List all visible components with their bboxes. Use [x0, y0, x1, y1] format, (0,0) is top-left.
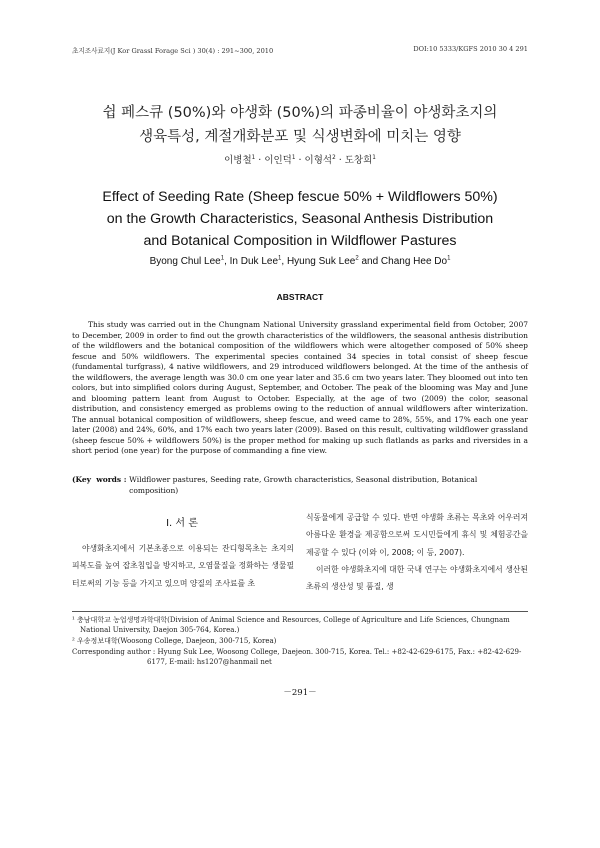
korean-title-line1: 쉽 페스큐 (50%)와 야생화 (50%)의 파종비율이 야생화초지의: [102, 105, 498, 121]
intro-right-column: [306, 509, 528, 595]
english-title-line2: on the Growth Characteristics, Seasonal Anthesis Distribution: [106, 211, 494, 227]
corresponding-author: Corresponding author : Hyung Suk Lee, Woosong College, Daejeon. 300-715, Korea. Tel.: +82-42-629-6175, Fax.: +82-42-629-6177, E-mail: hs1207@hanmail net: [72, 648, 522, 666]
doi: DOI:10 5333/KGFS 2010 30 4 291: [413, 45, 528, 53]
keywords-label: (Key words :: [72, 475, 130, 484]
journal-citation: 초지조사료지(J Kor Grassl Forage Sci ) 30(4) : 291~300, 2010: [72, 47, 274, 55]
author-name: 이인덕: [264, 155, 292, 166]
keywords: [72, 475, 528, 496]
abstract-text: This study was carried out in the Chungnam National University grassland experimental field from October, 2007 to December, 2009 in order to find out the growth characteristics of the wildflowers, the seasonal anthesis distribution of the wildflowers and the botanical composition of the wildflowers which were altogether composed of 50% sheep fescue and 50% wildflowers. The experimental species contained 34 species in total consist of sheep fescue (fundamental turfgrass), 4 native wildflowers, and 29 introduced wildflowers belonged. At the time of the anthesis of the wildflowers, the average length was 30.0 cm one year later and 35.6 cm two years later. They bloomed out into ten colors, but into simplified colors during August, September, and October. The peak of the blooming was May and June and blooming pattern leant from August to October. Especially, at the age of two (2009) the color, seasonal distribution, and consistency emerged as problems owing to the reduction of annual wildflowers after winterization. The annual botanical composition of wildflowers, sheep fescue, and weed came to 28%, 55%, and 17% each one year later (2008) and 24%, 60%, and 17% each two years later (2009). Based on this result, cultivating wildflower grassland (sheep fescue 50% + wildflowers 50%) is the proper method for making up such flatlands as parks and riversides in a short period (one year) for the purpose of commanding a fine view.: [72, 320, 528, 455]
page-number: －291－: [283, 688, 317, 698]
section-heading-introduction: Ⅰ. 서 론: [166, 518, 198, 529]
english-authors: Byong Chul Lee$^1$, In Duk Lee$^1$, Hyung Suk Lee$^2$ and Chang Hee Do$^1$: [149, 255, 451, 267]
author-name: 도창희: [344, 155, 373, 166]
footnote-affiliation-2: ² 우송정보대학(Woosong College, Daejeon, 300-715, Korea): [72, 637, 277, 645]
author-name: 이형석: [304, 155, 333, 166]
intro-left-column: 야생화초지에서 기본초종으로 이용되는 잔디형목초는 초지의 피복도를 높여 잡초침입을 방지하고, 오염물질을 정화하는 생물필터로써의 기능 등을 가지고 있으며 양질의 조사료를 초: [72, 544, 294, 588]
intro-paragraph: 이러한 야생화초지에 대한 국내 연구는 야생화초지에서 생산된 초류의 생산성 및 품질, 생: [306, 564, 528, 592]
korean-authors: 이병철$^1$ · 이인덕$^1$ · 이형석$^2$ · 도창희$^1$: [224, 154, 376, 166]
footnote-divider: [72, 611, 528, 612]
footnotes: [72, 615, 528, 667]
keywords-text: Wildflower pastures, Seeding rate, Growth characteristics, Seasonal distribution, Botanical composition): [129, 475, 478, 495]
english-title-line3: and Botanical Composition in Wildflower Pastures: [143, 233, 457, 249]
abstract-heading: ABSTRACT: [276, 292, 324, 302]
intro-paragraph: 식동물에게 공급할 수 있다. 반면 야생화 초류는 목초와 어우러져 아름다운 환경을 제공함으로써 도시민들에게 휴식 및 체험공간을 제공할 수 있다 (이와 이, 2008; 이 등, 2007).: [306, 513, 528, 557]
korean-title-line2: 생육특성, 계절개화분포 및 식생변화에 미치는 영향: [139, 129, 461, 145]
footnote-affiliation-1: ¹ 충남대학교 농업생명과학대학(Division of Animal Science and Resources, College of Agriculture and Life Sciences, Chungnam National University, Daejon 305-764, Korea.): [72, 616, 510, 634]
author-name: 이병철: [224, 155, 252, 166]
english-title-line1: Effect of Seeding Rate (Sheep fescue 50% + Wildflowers 50%): [102, 189, 498, 205]
